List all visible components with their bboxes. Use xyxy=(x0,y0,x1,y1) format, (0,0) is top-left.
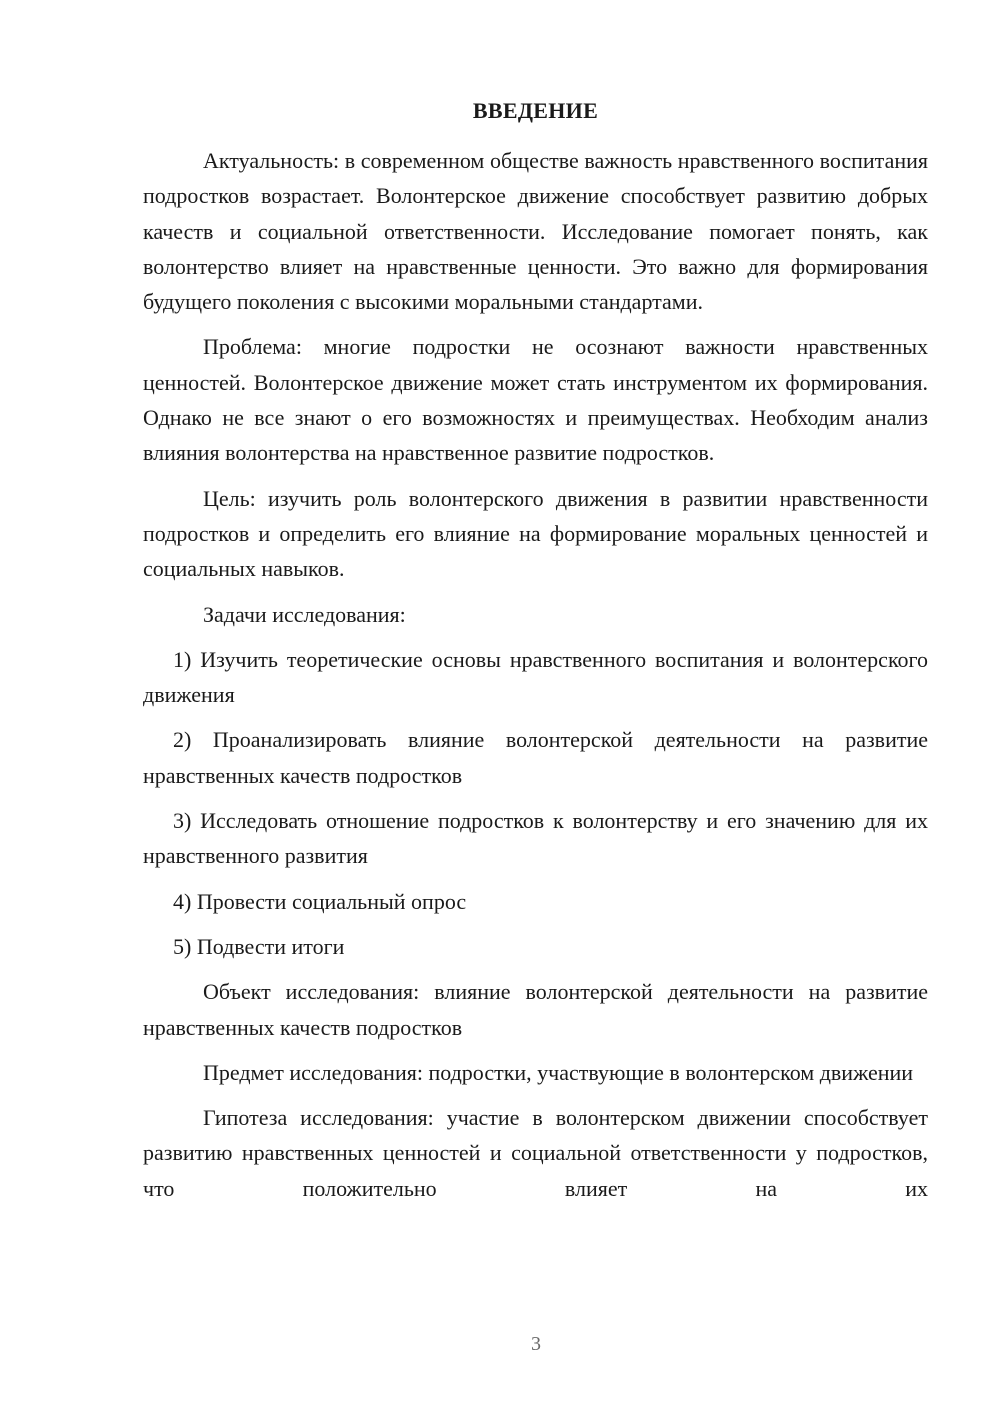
object-paragraph: Объект исследования: влияние волонтерской деятельности на развитие нравственных качеств подростков xyxy=(143,979,928,1040)
page-number: 3 xyxy=(531,1333,541,1355)
task-item-5: 5) Подвести итоги xyxy=(173,933,345,959)
section-title: ВВЕДЕНИЕ xyxy=(472,98,599,123)
subject-paragraph: Предмет исследования: подростки, участвующие в волонтерском движении xyxy=(203,1059,914,1085)
task-item-3: 3) Исследовать отношение подростков к волонтерству и его значению для их нравственного развития xyxy=(143,808,928,869)
hypothesis-paragraph: Гипотеза исследования: участие в волонтерском движении способствует развитию нравственных ценностей и социальной ответственности у подростков, что положительно влияет на их xyxy=(143,1105,928,1201)
tasks-heading: Задачи исследования: xyxy=(203,601,406,627)
goal-paragraph: Цель: изучить роль волонтерского движения в развитии нравственности подростков и определить его влияние на формирование моральных ценностей и социальных навыков. xyxy=(143,485,928,582)
relevance-paragraph: Актуальность: в современном обществе важность нравственного воспитания подростков возрастает. Волонтерское движение способствует развитию добрых качеств и социальной ответственности. Исследование помогает понять, как волонтерство влияет на нравственные ценности. Это важно для формирования будущего поколения с высокими моральными стандартами. xyxy=(143,148,928,315)
page-content xyxy=(143,95,928,1216)
problem-paragraph: Проблема: многие подростки не осознают важности нравственных ценностей. Волонтерское движение может стать инструментом их формирования. Однако не все знают о его возможностях и преимуществах. Необходим анализ влияния волонтерства на нравственное развитие подростков. xyxy=(143,334,928,466)
task-item-2: 2) Проанализировать влияние волонтерской деятельности на развитие нравственных качеств подростков xyxy=(143,727,928,788)
task-item-4: 4) Провести социальный опрос xyxy=(173,888,467,914)
task-item-1: 1) Изучить теоретические основы нравственного воспитания и волонтерского движения xyxy=(143,646,928,708)
